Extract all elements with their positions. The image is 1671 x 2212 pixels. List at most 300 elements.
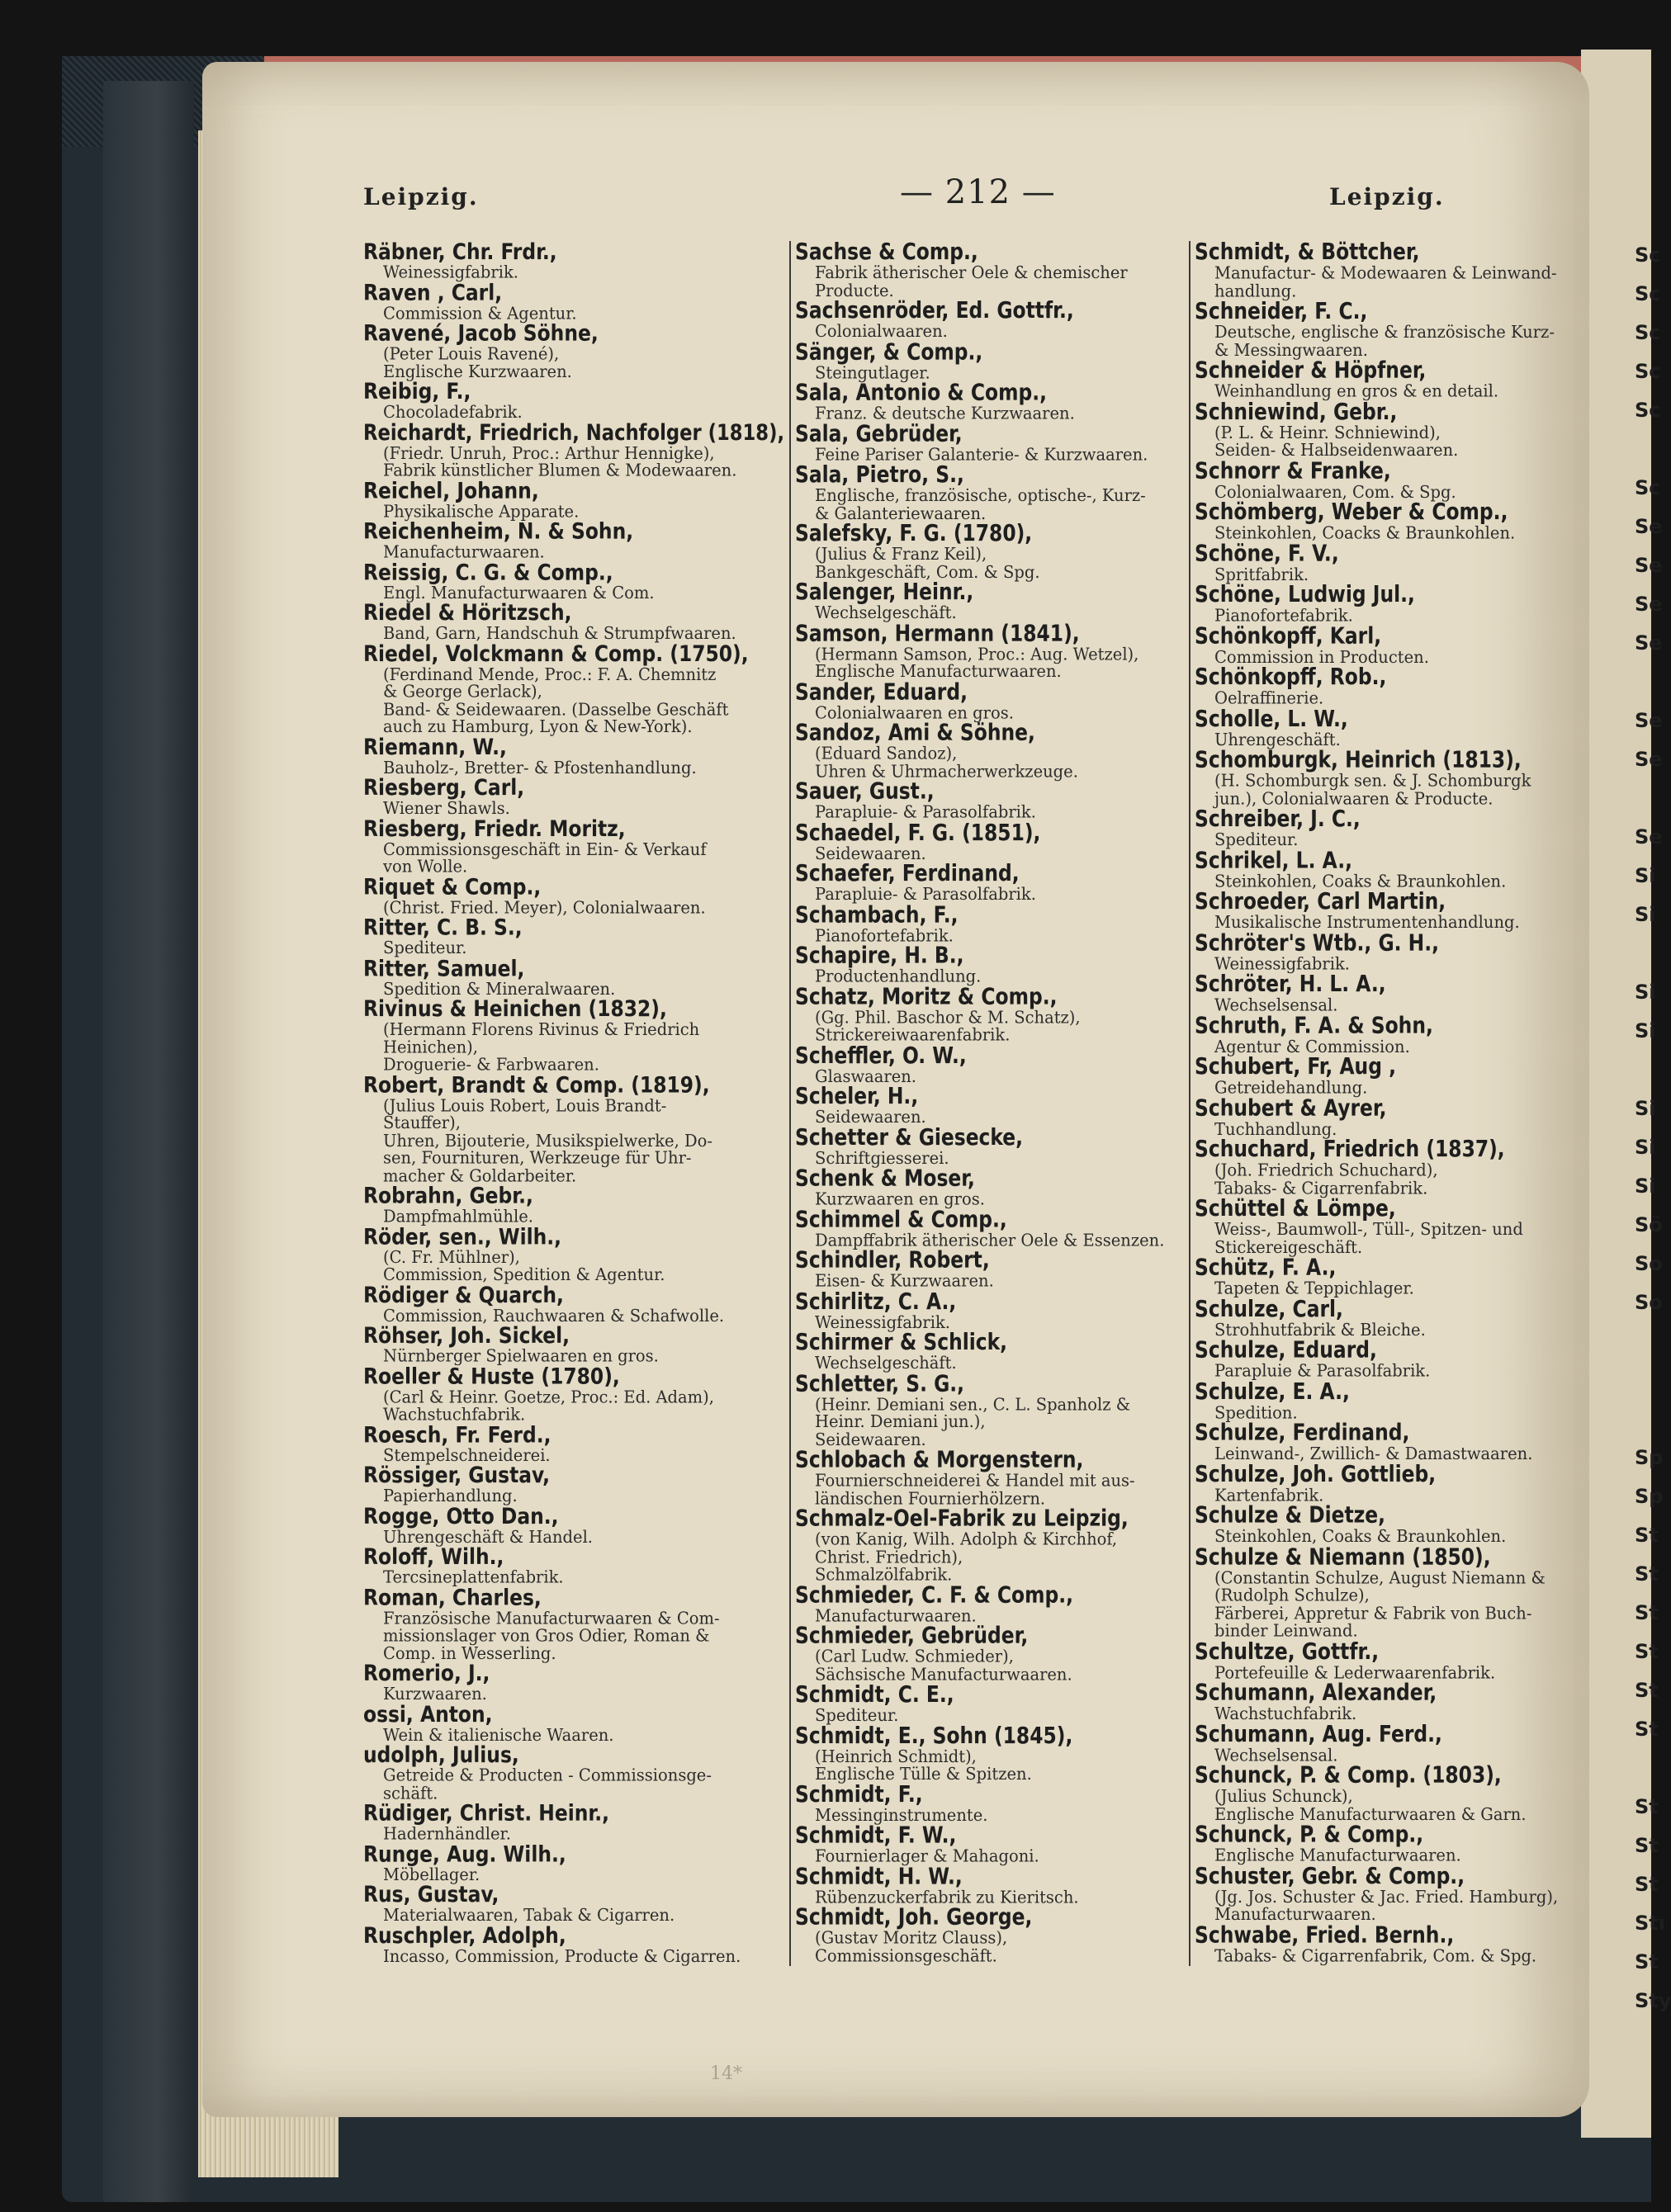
firm-description: Leinwand-, Zwillich- & Damastwaaren. (1214, 1443, 1533, 1464)
margin-fragment: Sc (1635, 476, 1661, 499)
directory-entry (795, 1208, 1183, 1250)
firm-name: Sänger, & Comp., (795, 338, 983, 366)
firm-description: (Hermann Florens Rivinus & Friedrich (383, 1019, 700, 1040)
footer-signature: 14* (710, 2063, 742, 2084)
firm-name: Runge, Aug. Wilh., (363, 1841, 566, 1868)
firm-name: Riemann, W., (363, 734, 507, 760)
firm-description: Weiss-, Baumwoll-, Tüll-, Spitzen- und (1214, 1219, 1523, 1240)
directory-entry (363, 561, 784, 602)
firm-description: Kartenfabrik. (1214, 1484, 1324, 1505)
header-city-right: Leipzig. (1329, 183, 1445, 210)
directory-entry (363, 1505, 784, 1546)
firm-name: Schroeder, Carl Martin, (1195, 888, 1446, 915)
firm-description: Stempelschneiderei. (383, 1444, 551, 1465)
directory-entry (1195, 622, 1583, 667)
firm-name: Riedel & Höritzsch, (363, 600, 572, 626)
margin-fragment: So (1635, 1252, 1663, 1275)
margin-fragment: Si (1635, 903, 1656, 926)
margin-fragment: Se (1635, 593, 1663, 616)
directory-entry (795, 778, 1183, 822)
firm-description: Pianofortefabrik. (1214, 605, 1353, 626)
directory-entry (795, 1331, 1183, 1373)
firm-description: (C. Fr. Mühlner), (383, 1247, 520, 1267)
firm-description: Uhrengeschäft. (1214, 729, 1341, 749)
firm-description: missionslager von Gros Odier, Roman & (383, 1625, 710, 1646)
firm-description: Tuchhandlung. (1214, 1118, 1337, 1139)
firm-name: Schaefer, Ferdinand, (795, 861, 1020, 887)
firm-description: Seidewaaren. (815, 843, 926, 863)
directory-entry (795, 1625, 1183, 1684)
directory-entry (795, 522, 1183, 581)
firm-name: Schwabe, Fried. Bernh., (1195, 1921, 1455, 1949)
margin-fragment: Sc (1635, 399, 1661, 422)
column-rule-1 (789, 241, 791, 1966)
firm-description: Englische Manufacturwaaren. (815, 661, 1062, 682)
directory-entry (1195, 1380, 1583, 1421)
directory-entry (1195, 1921, 1583, 1966)
firm-name: Sandoz, Ami & Söhne, (795, 720, 1035, 746)
margin-fragment: Sp (1635, 1485, 1664, 1508)
firm-description: Sächsische Manufacturwaaren. (815, 1664, 1072, 1685)
directory-entry (1195, 300, 1583, 360)
firm-name: Roeller & Huste (1780), (363, 1364, 620, 1390)
firm-description: auch zu Hamburg, Lyon & New-York). (383, 716, 693, 737)
firm-description: Commission & Agentur. (383, 303, 577, 324)
directory-entry (363, 1464, 784, 1505)
margin-fragment (1635, 787, 1651, 825)
firm-name: Rössiger, Gustav, (363, 1463, 551, 1489)
firm-description: (Julius Louis Robert, Louis Brandt- (383, 1095, 667, 1116)
firm-description: Franz. & deutsche Kurzwaaren. (815, 403, 1075, 423)
directory-entry (1195, 1297, 1583, 1339)
firm-name: Roloff, Wilh., (363, 1543, 504, 1571)
firm-description: Wachstuchfabrik. (383, 1404, 526, 1425)
directory-entry (363, 777, 784, 817)
firm-description: (Gustav Moritz Clauss), (815, 1927, 1008, 1948)
firm-description: Portefeuille & Lederwaarenfabrik. (1214, 1661, 1496, 1683)
directory-entry (795, 1247, 1183, 1291)
firm-name: Rogge, Otto Dan., (363, 1503, 559, 1529)
firm-description: (Gg. Phil. Baschor & M. Schatz), (815, 1007, 1081, 1028)
margin-fragment: Si (1635, 1097, 1656, 1120)
directory-entry (1195, 359, 1583, 400)
firm-name: Scheffler, O. W., (795, 1042, 967, 1069)
firm-description: (Julius Schunck), (1214, 1785, 1353, 1807)
directory-entry (1195, 707, 1583, 749)
firm-name: Riedel, Volckmann & Comp. (1750), (363, 640, 749, 667)
directory-entry (1195, 457, 1583, 502)
firm-description: Uhren & Uhrmacherwerkzeuge. (815, 761, 1078, 782)
directory-entry (363, 1884, 784, 1924)
firm-description: Parapluie- & Parasolfabrik. (815, 801, 1036, 822)
firm-description: jun.), Colonialwaaren & Producte. (1214, 788, 1493, 809)
firm-description: Strickereiwaarenfabrik. (815, 1024, 1011, 1045)
firm-description: Colonialwaaren, Com. & Spg. (1214, 481, 1456, 502)
firm-description: Materialwaaren, Tabak & Cigarren. (383, 1905, 675, 1926)
firm-name: Reichel, Johann, (363, 478, 539, 504)
firm-name: Schubert, Fr, Aug , (1195, 1053, 1396, 1080)
directory-entry (795, 381, 1183, 423)
margin-fragment: Se (1635, 825, 1663, 848)
firm-name: Schuchard, Friedrich (1837), (1195, 1137, 1505, 1163)
firm-description: (Julius & Franz Keil), (815, 544, 987, 565)
directory-entry (1195, 1823, 1583, 1865)
firm-description: Schriftgiesserei. (815, 1147, 949, 1168)
margin-fragment: St (1635, 1601, 1659, 1624)
firm-name: Schulze, Carl, (1195, 1296, 1343, 1322)
firm-name: Reichardt, Friedrich, Nachfolger (1818), (363, 419, 785, 446)
firm-description: Fournierlager & Mahagoni. (815, 1846, 1039, 1866)
firm-description: Commissionsgeschäft. (815, 1945, 997, 1966)
directory-entry (1195, 929, 1583, 974)
firm-description: Commission, Rauchwaaren & Schafwolle. (383, 1305, 725, 1326)
directory-entry (363, 736, 784, 777)
firm-description: Schmalzölfabrik. (815, 1564, 953, 1585)
firm-name: Roman, Charles, (363, 1585, 542, 1611)
firm-description: Englische Tülle & Spitzen. (815, 1764, 1032, 1784)
directory-entry (795, 1449, 1183, 1507)
directory-entry (795, 1507, 1183, 1584)
margin-fragment: St (1635, 1873, 1659, 1896)
directory-entry (1195, 1195, 1583, 1257)
margin-fragment: St (1635, 1718, 1659, 1741)
directory-entry (363, 241, 784, 281)
next-page-margin-text (1635, 243, 1671, 2028)
margin-fragment: So (1635, 1291, 1663, 1314)
firm-description: sen, Fournituren, Werkzeuge für Uhr- (383, 1148, 692, 1168)
directory-entry (363, 1284, 784, 1325)
firm-name: Schmidt, H. W., (795, 1863, 963, 1890)
directory-entry (363, 281, 784, 322)
directory-entry (1195, 241, 1583, 300)
firm-description: Engl. Manufacturwaaren & Com. (383, 582, 655, 603)
firm-description: (Carl & Heinr. Goetze, Proc.: Ed. Adam), (383, 1387, 714, 1407)
firm-name: Schulze, Eduard, (1195, 1337, 1377, 1364)
directory-entry (795, 1681, 1183, 1726)
firm-name: Schmidt, C. E., (795, 1681, 954, 1709)
directory-entry (363, 1421, 784, 1465)
book-spine-edge (103, 81, 194, 2202)
firm-description: Steinkohlen, Coaks & Braunkohlen. (1214, 1525, 1507, 1547)
directory-entry (795, 1044, 1183, 1085)
firm-description: Physikalische Apparate. (383, 501, 580, 522)
directory-entry (363, 518, 784, 562)
firm-description: Fournierschneiderei & Handel mit aus- (815, 1470, 1135, 1491)
firm-name: Rus, Gustav, (363, 1882, 499, 1908)
directory-entry (363, 917, 784, 957)
firm-name: Schmidt, F., (795, 1781, 923, 1808)
firm-name: Schröter, H. L. A., (1195, 971, 1386, 998)
firm-name: Schulze, E. A., (1195, 1378, 1350, 1405)
margin-fragment: Si (1635, 981, 1656, 1004)
margin-fragment: St (1635, 1950, 1659, 1973)
firm-description: Seidewaaren. (815, 1429, 926, 1449)
margin-fragment: Se (1635, 631, 1663, 655)
firm-name: Schmieder, C. F. & Comp., (795, 1581, 1074, 1609)
firm-description: Spedition & Mineralwaaren. (383, 978, 616, 999)
firm-name: Schniewind, Gebr., (1195, 399, 1398, 425)
firm-name: udolph, Julius, (363, 1742, 519, 1769)
margin-fragment: Si (1635, 864, 1656, 887)
directory-entry (1195, 666, 1583, 707)
directory-entry (1195, 1681, 1583, 1723)
directory-entry (363, 1662, 784, 1703)
column-2 (795, 241, 1183, 1965)
directory-entry (363, 1543, 784, 1587)
margin-fragment (1635, 1330, 1651, 1368)
column-rule-2 (1189, 241, 1191, 1966)
directory-entry (363, 1701, 784, 1745)
directory-entry (795, 678, 1183, 723)
firm-description: Stauffer), (383, 1113, 461, 1133)
margin-fragment: St (1635, 1795, 1659, 1818)
firm-name: Ravené, Jacob Söhne, (363, 320, 599, 347)
directory-entry (363, 1744, 784, 1803)
directory-entry (795, 863, 1183, 904)
firm-description: Fabrik künstlicher Blumen & Modewaaren. (383, 460, 737, 480)
directory-entry (795, 1781, 1183, 1825)
directory-entry (363, 320, 784, 381)
firm-description: Band, Garn, Handschuh & Strumpfwaaren. (383, 623, 736, 644)
firm-description: Agentur & Commission. (1214, 1036, 1410, 1056)
firm-description: Französische Manufacturwaaren & Com- (383, 1608, 720, 1628)
firm-name: Schruth, F. A. & Sohn, (1195, 1012, 1433, 1039)
firm-description: Nürnberger Spielwaaren en gros. (383, 1346, 659, 1366)
margin-fragment (1635, 1756, 1651, 1795)
firm-description: Chocoladefabrik. (383, 402, 523, 423)
firm-description: Möbellager. (383, 1864, 480, 1884)
firm-description: Colonialwaaren en gros. (815, 702, 1014, 723)
firm-description: schäft. (383, 1783, 438, 1803)
margin-fragment: St (1635, 1524, 1659, 1547)
firm-description: Incasso, Commission, Producte & Cigarren. (383, 1945, 741, 1966)
firm-description: Englische, französische, optische-, Kurz- (815, 485, 1146, 506)
firm-name: Schöne, F. V., (1195, 540, 1339, 567)
directory-entry (1195, 749, 1583, 808)
directory-entry (1195, 1138, 1583, 1198)
firm-name: Schomburgk, Heinrich (1813), (1195, 747, 1522, 773)
directory-entry (795, 622, 1183, 681)
directory-entry (1195, 1053, 1583, 1098)
firm-name: Schindler, Robert, (795, 1247, 990, 1274)
firm-name: Schumann, Aug. Ferd., (1195, 1721, 1442, 1748)
firm-description: ländischen Fournierhölzern. (815, 1487, 1046, 1509)
margin-fragment: Si (1635, 1175, 1656, 1198)
firm-description: Parapluie- & Parasolfabrik. (815, 884, 1036, 905)
firm-name: Schmidt, E., Sohn (1845), (795, 1723, 1073, 1749)
directory-entry (795, 722, 1183, 781)
directory-entry (363, 1074, 784, 1185)
margin-fragment: Sc (1635, 282, 1661, 305)
firm-description: Colonialwaaren. (815, 321, 948, 342)
directory-entry (363, 1843, 784, 1884)
directory-entry (1195, 1502, 1583, 1547)
directory-entry (795, 1124, 1183, 1168)
firm-name: Schrikel, L. A., (1195, 847, 1352, 874)
directory-entry (795, 1725, 1183, 1784)
margin-fragment: Se (1635, 554, 1663, 577)
firm-name: Schirlitz, C. A., (795, 1288, 957, 1315)
firm-description: Fabrik ätherischer Oele & chemischer (815, 262, 1128, 283)
firm-description: Wein & italienische Waaren. (383, 1724, 614, 1745)
firm-description: Weinessigfabrik. (1214, 953, 1350, 974)
firm-name: Ruschpler, Adolph, (363, 1922, 566, 1949)
directory-entry (363, 998, 784, 1074)
margin-fragment (1635, 670, 1651, 709)
firm-description: Manufacturwaaren. (1214, 1904, 1376, 1925)
firm-name: Schultze, Gottfr., (1195, 1638, 1380, 1665)
firm-description: macher & Goldarbeiter. (383, 1165, 577, 1186)
firm-name: Röder, sen., Wilh., (363, 1223, 562, 1250)
firm-description: Eisen- & Kurzwaaren. (815, 1270, 994, 1291)
firm-description: (Jg. Jos. Schuster & Jac. Fried. Hamburg), (1214, 1886, 1559, 1907)
firm-description: Uhren, Bijouterie, Musikspielwerke, Do- (383, 1130, 712, 1151)
firm-description: Pianofortefabrik. (815, 924, 954, 946)
directory-entry (795, 1085, 1183, 1127)
firm-name: Sala, Pietro, S., (795, 461, 964, 489)
firm-name: Salefsky, F. G. (1780), (795, 520, 1033, 547)
firm-name: Schlobach & Morgenstern, (795, 1447, 1084, 1473)
firm-description: Strohhutfabrik & Bleiche. (1214, 1319, 1426, 1340)
firm-name: Schmidt, Joh. George, (795, 1904, 1033, 1931)
directory-entry (1195, 581, 1583, 626)
directory-entry (1195, 1762, 1583, 1824)
directory-entry (1195, 1014, 1583, 1056)
firm-description: (Eduard Sandoz), (815, 743, 958, 763)
firm-description: Droguerie- & Farbwaaren. (383, 1054, 599, 1075)
firm-description: Getreidehandlung. (1214, 1077, 1368, 1098)
firm-description: Weinessigfabrik. (815, 1312, 950, 1332)
firm-description: Steingutlager. (815, 362, 930, 383)
firm-description: Tabaks- & Cigarrenfabrik, Com. & Spg. (1214, 1945, 1537, 1966)
directory-entry (795, 300, 1183, 341)
firm-name: Sala, Antonio & Comp., (795, 380, 1048, 406)
firm-description: Band- & Seidewaaren. (Dasselbe Geschäft (383, 699, 729, 720)
firm-description: Manufactur- & Modewaaren & Leinwand- (1214, 262, 1557, 283)
firm-name: ossi, Anton, (363, 1701, 493, 1728)
firm-name: Räbner, Chr. Frdr., (363, 239, 557, 266)
firm-name: Schmieder, Gebrüder, (795, 1623, 1029, 1650)
firm-name: Robrahn, Gebr., (363, 1183, 533, 1209)
firm-description: Christ. Friedrich), (815, 1547, 963, 1567)
directory-entry (1195, 1256, 1583, 1297)
firm-description: handlung. (1214, 280, 1297, 301)
margin-fragment: Se (1635, 709, 1663, 732)
firm-name: Riesberg, Carl, (363, 775, 525, 801)
firm-name: Schütz, F. A., (1195, 1255, 1337, 1281)
directory-entry (363, 876, 784, 916)
firm-description: & Messingwaaren. (1214, 339, 1368, 360)
firm-description: Wechselgeschäft. (815, 1353, 957, 1373)
firm-description: (Ferdinand Mende, Proc.: F. A. Chemnitz (383, 664, 717, 684)
firm-name: Schulze & Dietze, (1195, 1502, 1386, 1529)
firm-name: Schulze, Joh. Gottlieb, (1195, 1461, 1437, 1488)
firm-description: Weinessigfabrik. (383, 262, 518, 282)
firm-name: Ritter, Samuel, (363, 955, 525, 982)
firm-description: Englische Manufacturwaaren. (1214, 1845, 1461, 1865)
firm-name: Schirmer & Schlick, (795, 1330, 1008, 1356)
margin-fragment: St (1635, 1562, 1659, 1586)
directory-entry (795, 1904, 1183, 1966)
directory-entry (795, 241, 1183, 300)
firm-description: Glaswaaren. (815, 1066, 917, 1086)
margin-fragment: St (1635, 1679, 1659, 1702)
firm-description: Getreide & Producten - Commissionsge- (383, 1765, 712, 1785)
firm-name: Schönkopff, Rob., (1195, 664, 1387, 691)
directory-entry (795, 1581, 1183, 1626)
firm-description: Heinichen), (383, 1037, 478, 1057)
firm-name: Rivinus & Heinichen (1832), (363, 996, 667, 1023)
firm-description: (von Kanig, Wilh. Adolph & Kirchhof, (815, 1529, 1118, 1549)
margin-fragment (1635, 437, 1651, 476)
firm-description: Kurzwaaren. (383, 1684, 487, 1704)
firm-description: Messinginstrumente. (815, 1804, 988, 1825)
firm-description: Hadernhändler. (383, 1823, 511, 1844)
firm-name: Sauer, Gust., (795, 778, 935, 806)
firm-description: Wachstuchfabrik. (1214, 1703, 1357, 1724)
firm-description: Englische Manufacturwaaren & Garn. (1214, 1803, 1527, 1824)
directory-entry (1195, 973, 1583, 1014)
directory-entry (363, 640, 784, 737)
directory-entry (1195, 1543, 1583, 1641)
firm-description: Englische Kurzwaaren. (383, 361, 572, 381)
firm-name: Schuster, Gebr. & Comp., (1195, 1863, 1465, 1889)
margin-fragment: Sc (1635, 321, 1661, 344)
firm-name: Reissig, C. G. & Comp., (363, 559, 613, 586)
column-1 (363, 241, 784, 1965)
firm-description: Spritfabrik. (1214, 564, 1309, 584)
directory-entry (1195, 808, 1583, 849)
firm-name: Schubert & Ayrer, (1195, 1094, 1387, 1122)
firm-description: Bankgeschäft, Com. & Spg. (815, 561, 1040, 582)
firm-description: (Heinr. Demiani sen., C. L. Spanholz & (815, 1393, 1131, 1414)
firm-description: (Heinrich Schmidt), (815, 1746, 977, 1766)
firm-name: Schimmel & Comp., (795, 1206, 1007, 1233)
firm-name: Schmidt, F. W., (795, 1822, 957, 1849)
firm-description: Manufacturwaaren. (815, 1605, 977, 1626)
firm-description: Parapluie & Parasolfabrik. (1214, 1360, 1431, 1382)
directory-entry (1195, 1640, 1583, 1681)
firm-description: (Christ. Fried. Meyer), Colonialwaaren. (383, 897, 706, 918)
directory-entry (1195, 849, 1583, 891)
directory-entry (363, 602, 784, 642)
directory-entry (363, 419, 785, 480)
directory-entry (363, 815, 784, 877)
margin-fragment: Sö (1635, 1213, 1663, 1236)
margin-fragment: Sc (1635, 360, 1661, 383)
firm-name: Riesberg, Friedr. Moritz, (363, 815, 626, 842)
firm-description: Papierhandlung. (383, 1486, 518, 1506)
firm-name: Schapire, H. B., (795, 943, 964, 969)
margin-fragment (1635, 1368, 1651, 1407)
firm-name: Schunck, P. & Comp., (1195, 1822, 1424, 1848)
directory-entry (795, 581, 1183, 622)
directory-entry (795, 1290, 1183, 1331)
column-3 (1195, 241, 1583, 1965)
firm-description: Comp. in Wesserling. (383, 1642, 556, 1663)
firm-description: Steinkohlen, Coaks & Braunkohlen. (1214, 871, 1507, 891)
directory-entry (795, 821, 1183, 863)
directory-entry (795, 1370, 1183, 1449)
firm-description: Commission in Producten. (1214, 646, 1429, 667)
firm-name: Riquet & Comp., (363, 874, 542, 900)
margin-fragment (1635, 942, 1651, 981)
firm-name: Sander, Eduard, (795, 678, 968, 706)
directory-entry (795, 1167, 1183, 1208)
firm-name: Robert, Brandt & Comp. (1819), (363, 1072, 710, 1099)
directory-entry (1195, 1463, 1583, 1505)
firm-description: von Wolle. (383, 856, 468, 877)
